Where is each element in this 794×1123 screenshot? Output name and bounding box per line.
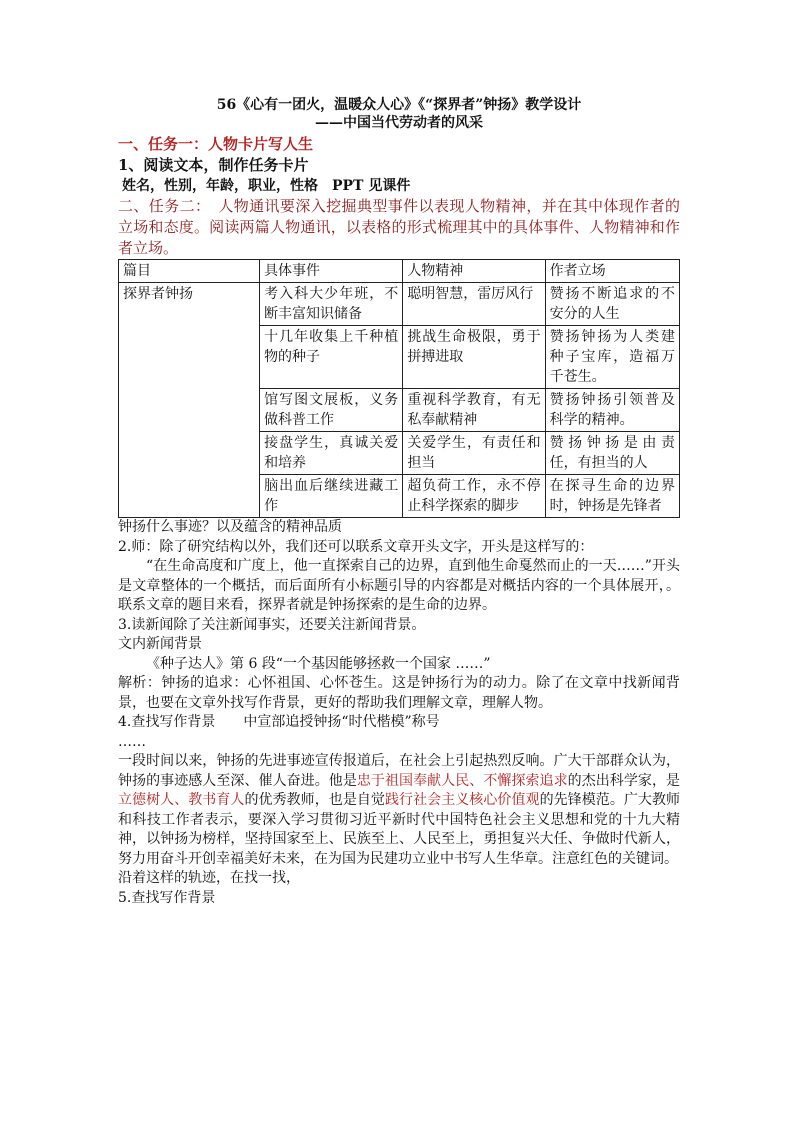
task2-instruction: 二、任务二： 人物通讯要深入挖掘典型事件以表现人物精神，并在其中体现作者的立场和态度。阅读两篇人物通讯，以表格的形式梳理其中的具体事件、人物精神和作者立场。 xyxy=(118,197,680,257)
table-header-row xyxy=(119,260,680,283)
body-line: 2.师：除了研究结构以外，我们还可以联系文章开头文字，开头是这样写的： xyxy=(118,538,594,555)
event-cell: 脑出血后继续进藏工作 xyxy=(260,475,403,518)
event-cell: 十几年收集上千种植物的种子 xyxy=(260,326,403,389)
table-header-cell: 具体事件 xyxy=(260,260,403,283)
body-line: 4.查找写作背景 中宣部追授钟扬“时代楷模”称号 xyxy=(118,714,440,730)
stance-cell: 赞扬钟扬引领普及科学的精神。 xyxy=(545,389,679,432)
body-text-span: 的优秀教师，也是自觉 xyxy=(244,792,385,808)
spirit-cell: 关爱学生，有责任和担当 xyxy=(403,432,545,475)
opening-quote-paragraph: “在生命高度和广度上，他一直探索自己的边界，直到他生命戛然而止的一天……”开头是文章整体的一个概括，而后面所有小标题引导的内容都是对概括内容的一个具体展开，。联系文章的题目来看，探界者就是钟扬探索的是生命的边界。 xyxy=(118,558,680,613)
stance-cell: 赞扬不断追求的不安分的人生 xyxy=(545,283,679,326)
body-line: 《种子达人》第 6 段“一个基因能够拯救一个国家 ……” xyxy=(146,655,491,672)
body-text-span: 的杰出科学家，是 xyxy=(567,772,681,789)
event-cell: 馆写图文展板，义务做科普工作 xyxy=(260,389,403,432)
spirit-cell: 挑战生命极限，勇于拼搏进取 xyxy=(403,326,545,389)
summary-table xyxy=(118,259,680,518)
task1-fields: 姓名，性别，年龄，职业，性格 PPT 见课件 xyxy=(122,178,411,194)
document-page xyxy=(118,96,680,908)
article-cell: 探界者钟扬 xyxy=(119,283,260,518)
document-subtitle: ——中国当代劳动者的风采 xyxy=(315,115,483,131)
spirit-cell: 超负荷工作，永不停止科学探索的脚步 xyxy=(403,475,545,518)
stance-cell: 赞扬钟扬是由责任，有担当的人 xyxy=(545,432,679,475)
spirit-cell: 重视科学教育，有无私奉献精神 xyxy=(403,389,545,432)
spirit-cell: 聪明智慧，雷厉风行 xyxy=(403,283,545,326)
keyword-highlight: 践行社会主义核心价值观 xyxy=(384,792,540,808)
body-line: …… xyxy=(118,733,146,750)
body-text-span: 的先锋模范。广大教师和科技工作者表示，要深入学习贯彻习近平新时代中国特色社会主义思想和党的十九大精神，以钟扬为榜样，坚持国家至上、民族至上、人民至上，勇担复兴大任、争做时代新人，努力用奋斗开创幸福美好未来，在为国为民建功立业中书写人生华章。注意红色的关键词。 xyxy=(118,792,681,867)
body-line: 文内新闻背景 xyxy=(118,636,202,652)
table-header-cell: 篇目 xyxy=(119,260,260,283)
keyword-highlight: 忠于祖国奉献人民、不懈探索追求 xyxy=(356,772,568,789)
table-row xyxy=(119,283,680,326)
document-title: 56《心有一团火，温暖众人心》《“探界者”钟扬》教学设计 xyxy=(216,97,582,113)
stance-cell: 在探寻生命的边界时，钟扬是先锋者 xyxy=(545,475,679,518)
body-line: 钟扬什么事迹？以及蕴含的精神品质 xyxy=(118,519,342,535)
task1-heading: 一、任务一：人物卡片写人生 xyxy=(118,135,314,153)
body-line: 3.读新闻除了关注新闻事实，还要关注新闻背景。 xyxy=(118,616,426,633)
body-text-span: 一段时间以来，钟扬的先进事迹宣传报道后，在社会上引起热烈反响。广大干部群众认为，钟扬的事迹感人至深、催人奋进。他是 xyxy=(118,753,680,789)
table-header-cell: 人物精神 xyxy=(403,260,545,283)
task1-subheading: 1、阅读文本，制作任务卡片 xyxy=(118,156,309,174)
body-line: 沿着这样的轨迹，在找一找， xyxy=(118,870,300,886)
analysis-paragraph: 解析：钟扬的追求：心怀祖国、心怀苍生。这是钟扬行为的动力。除了在文章中找新闻背景，也要在文章外找写作背景，更好的帮助我们理解文章，理解人物。 xyxy=(118,675,680,711)
background-paragraph xyxy=(118,752,680,869)
stance-cell: 赞扬钟扬为人类建种子宝库，造福万千苍生。 xyxy=(545,326,679,389)
event-cell: 考入科大少年班，不断丰富知识储备 xyxy=(260,283,403,326)
body-line: 5.查找写作背景 xyxy=(118,889,216,906)
keyword-highlight: 立德树人、教书育人 xyxy=(118,792,245,808)
table-header-cell: 作者立场 xyxy=(545,260,679,283)
event-cell: 接盘学生，真诚关爱和培养 xyxy=(260,432,403,475)
